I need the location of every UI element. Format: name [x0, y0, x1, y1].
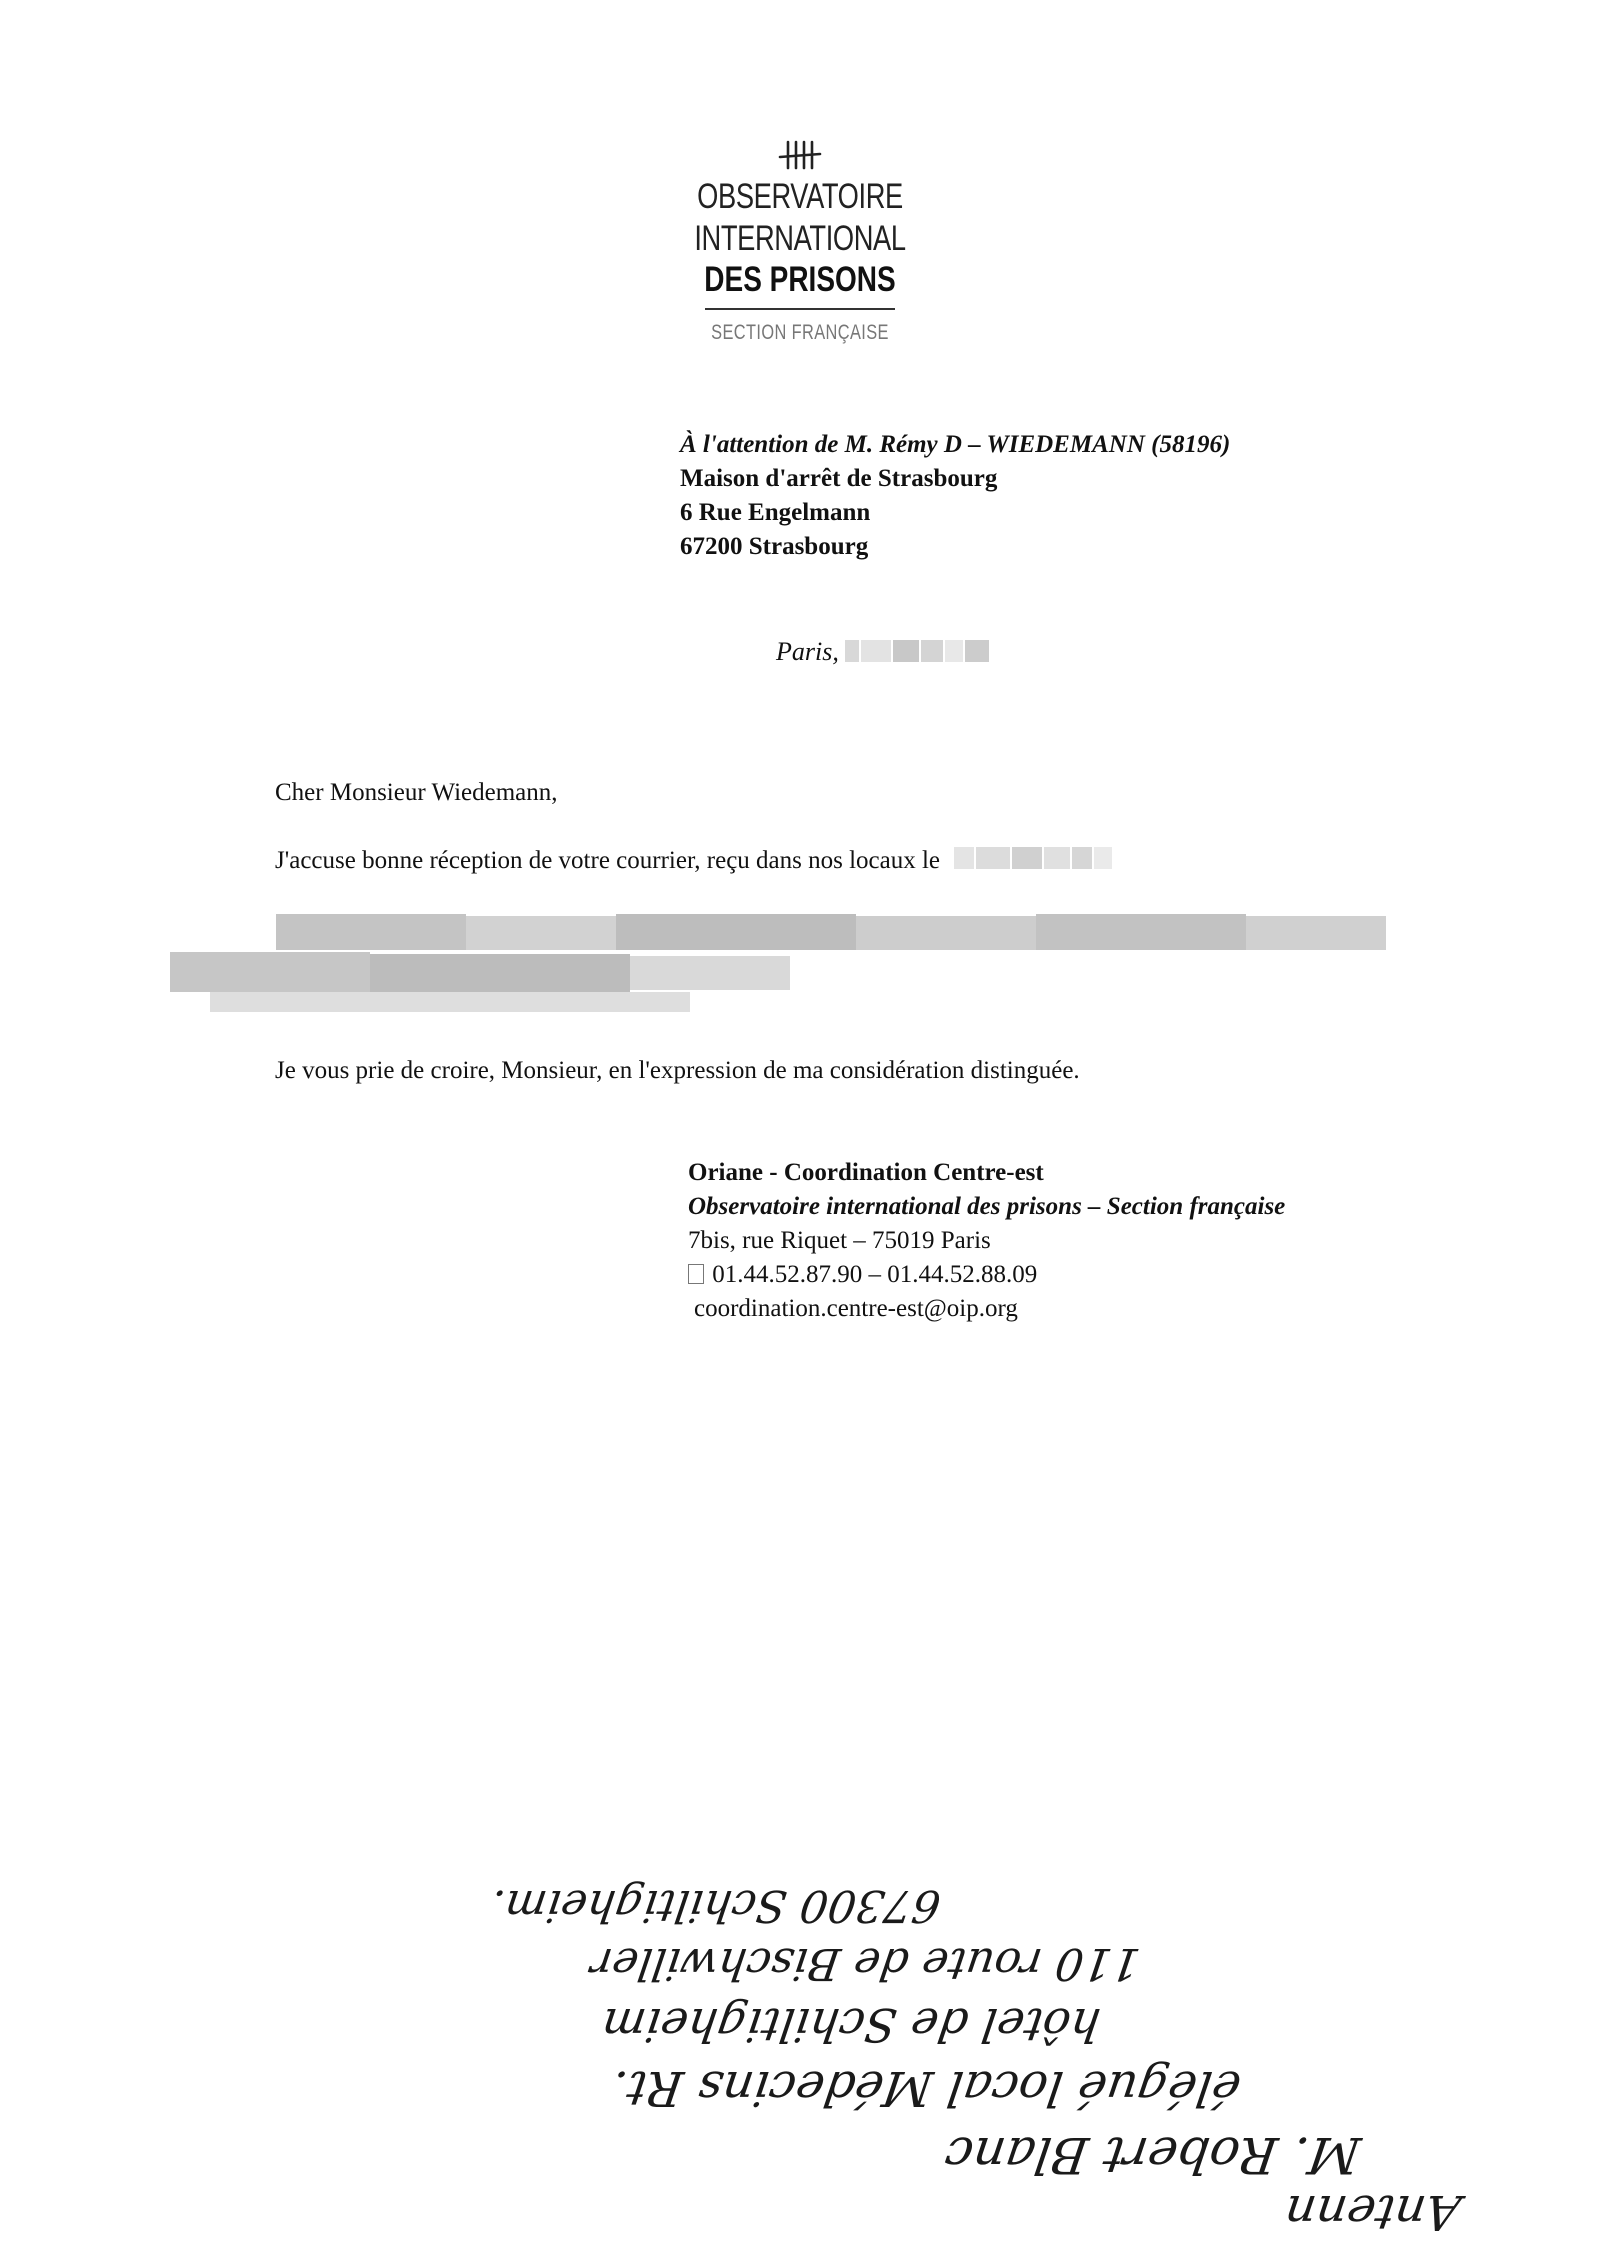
paragraph-reception-text: J'accuse bonne réception de votre courrier, reçu dans nos locaux le — [275, 847, 941, 874]
logo-line-des-prisons: DES PRISONS — [704, 260, 896, 299]
handwriting-line-5: 110 route de Bischwiller — [587, 1938, 1144, 1989]
redacted-paragraph — [170, 906, 1420, 1016]
recipient-institution: Maison d'arrêt de Strasbourg — [680, 465, 998, 492]
handwriting-line-1: Antenn — [1280, 2184, 1464, 2240]
signature-block — [688, 1156, 1285, 1326]
handwriting-line-2: M. Robert Blanc — [940, 2126, 1365, 2184]
phone-numbers: 01.44.52.87.90 – 01.44.52.88.09 — [712, 1261, 1038, 1288]
recipient-city: 67200 Strasbourg — [680, 533, 869, 560]
logo-line-observatoire: OBSERVATOIRE INTERNATIONAL — [694, 177, 906, 258]
recipient-street: 6 Rue Engelmann — [680, 499, 871, 526]
oip-logo — [560, 140, 1040, 346]
signatory-phone-fax — [688, 1258, 1285, 1292]
signatory-email[interactable]: coordination.centre-est@oip.org — [694, 1295, 1018, 1322]
date-place: Paris, — [776, 637, 839, 666]
handwriting-line-4: hôtel de Schiltigheim — [598, 1998, 1104, 2052]
logo-line-section: SECTION FRANÇAISE — [711, 321, 889, 344]
handwriting-line-6: 67300 Schiltigheim. — [487, 1880, 944, 1931]
handwritten-address-note — [487, 1880, 1464, 2260]
handwriting-line-3: élégué local Médecins Rt. — [607, 2060, 1244, 2116]
paragraph-reception — [275, 844, 1114, 879]
signatory-organization: Observatoire international des prisons – Section française — [688, 1193, 1286, 1220]
logo-divider — [705, 308, 895, 310]
redacted-reception-date — [954, 845, 1114, 879]
signatory-name: Oriane - Coordination Centre-est — [688, 1159, 1044, 1186]
tally-marks-logo-icon — [778, 140, 822, 170]
recipient-attention: À l'attention de M. Rémy D – WIEDEMANN (58196) — [680, 431, 1231, 458]
closing-formula: Je vous prie de croire, Monsieur, en l'expression de ma considération distinguée. — [275, 1057, 1080, 1084]
signatory-address: 7bis, rue Riquet – 75019 Paris — [688, 1227, 991, 1254]
date-line — [776, 637, 991, 669]
salutation: Cher Monsieur Wiedemann, — [275, 779, 558, 806]
recipient-address-block — [680, 428, 1230, 564]
redacted-date — [845, 639, 991, 669]
phone-icon — [688, 1264, 704, 1284]
